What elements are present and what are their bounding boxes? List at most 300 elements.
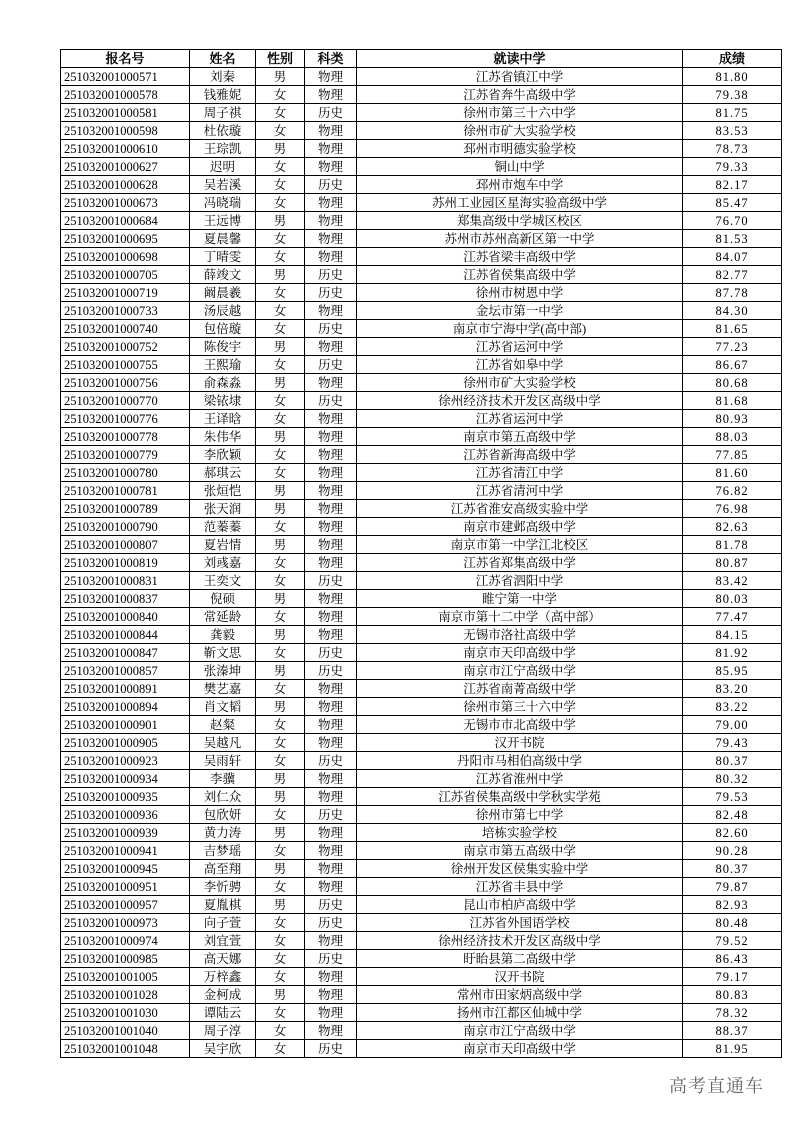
cell-subject: 物理 [305,536,357,554]
cell-gender: 女 [256,284,305,302]
cell-subject: 历史 [305,104,357,122]
table-row [61,824,782,842]
cell-gender: 男 [256,662,305,680]
cell-subject: 物理 [305,878,357,896]
cell-name: 靳文思 [190,644,256,662]
cell-gender: 男 [256,626,305,644]
cell-score: 82.93 [683,896,782,914]
table-row [61,194,782,212]
cell-gender: 女 [256,194,305,212]
table-row [61,950,782,968]
cell-name: 王奕文 [190,572,256,590]
table-row [61,932,782,950]
cell-name: 包欣妍 [190,806,256,824]
table-row [61,788,782,806]
cell-gender: 男 [256,482,305,500]
cell-name: 黄力涛 [190,824,256,842]
cell-registration-number: 251032001000973 [61,914,190,932]
cell-name: 张烜恺 [190,482,256,500]
table-row [61,536,782,554]
cell-gender: 男 [256,770,305,788]
header-gender: 性别 [256,50,305,68]
cell-school: 江苏省郑集高级中学 [357,554,683,572]
cell-score: 80.37 [683,752,782,770]
table-row [61,968,782,986]
cell-gender: 女 [256,554,305,572]
table-row [61,644,782,662]
cell-name: 吴宇欣 [190,1040,256,1058]
table-row [61,842,782,860]
cell-score: 81.75 [683,104,782,122]
cell-gender: 男 [256,986,305,1004]
cell-registration-number: 251032001000779 [61,446,190,464]
cell-score: 82.17 [683,176,782,194]
cell-gender: 女 [256,914,305,932]
header-score: 成绩 [683,50,782,68]
cell-name: 周子淳 [190,1022,256,1040]
cell-registration-number: 251032001000684 [61,212,190,230]
cell-name: 倪硕 [190,590,256,608]
cell-score: 78.73 [683,140,782,158]
cell-name: 钱雅妮 [190,86,256,104]
cell-registration-number: 251032001000790 [61,518,190,536]
cell-school: 南京市第五高级中学 [357,428,683,446]
table-row [61,356,782,374]
table-row [61,284,782,302]
header-name: 姓名 [190,50,256,68]
cell-subject: 物理 [305,1022,357,1040]
watermark-text: 高考直通车 [669,1076,764,1096]
cell-gender: 女 [256,176,305,194]
cell-subject: 物理 [305,554,357,572]
cell-school: 江苏省泗阳中学 [357,572,683,590]
cell-registration-number: 251032001000789 [61,500,190,518]
cell-name: 万梓鑫 [190,968,256,986]
cell-score: 85.95 [683,662,782,680]
table-row [61,302,782,320]
cell-name: 刘宜萱 [190,932,256,950]
table-row [61,410,782,428]
table-row [61,662,782,680]
cell-score: 85.47 [683,194,782,212]
cell-school: 郑集高级中学城区校区 [357,212,683,230]
cell-subject: 物理 [305,734,357,752]
cell-gender: 男 [256,824,305,842]
cell-gender: 女 [256,680,305,698]
cell-subject: 历史 [305,572,357,590]
cell-name: 刘秦 [190,68,256,86]
cell-name: 丁晴雯 [190,248,256,266]
cell-score: 80.48 [683,914,782,932]
cell-school: 徐州开发区侯集实验中学 [357,860,683,878]
cell-school: 徐州经济技术开发区高级中学 [357,932,683,950]
cell-registration-number: 251032001000945 [61,860,190,878]
cell-name: 俞森淼 [190,374,256,392]
cell-school: 江苏省丰县中学 [357,878,683,896]
cell-school: 丹阳市马相伯高级中学 [357,752,683,770]
cell-name: 范蓁蓁 [190,518,256,536]
cell-school: 江苏省淮安高级实验中学 [357,500,683,518]
cell-registration-number: 251032001000776 [61,410,190,428]
cell-school: 南京市第一中学江北校区 [357,536,683,554]
cell-registration-number: 251032001000974 [61,932,190,950]
cell-registration-number: 251032001000770 [61,392,190,410]
cell-subject: 历史 [305,806,357,824]
cell-registration-number: 251032001000844 [61,626,190,644]
cell-registration-number: 251032001000936 [61,806,190,824]
cell-gender: 女 [256,446,305,464]
cell-name: 王熙瑜 [190,356,256,374]
table-row [61,590,782,608]
cell-gender: 女 [256,104,305,122]
table-row [61,374,782,392]
cell-name: 夏岩情 [190,536,256,554]
cell-score: 84.15 [683,626,782,644]
cell-registration-number: 251032001000695 [61,230,190,248]
table-row [61,464,782,482]
cell-school: 睢宁第一中学 [357,590,683,608]
table-row [61,554,782,572]
cell-registration-number: 251032001000719 [61,284,190,302]
cell-score: 81.60 [683,464,782,482]
cell-name: 高至翔 [190,860,256,878]
cell-name: 樊艺嘉 [190,680,256,698]
cell-name: 吴雨轩 [190,752,256,770]
cell-school: 徐州市第三十六中学 [357,698,683,716]
cell-score: 84.07 [683,248,782,266]
cell-school: 江苏省侯集高级中学秋实学苑 [357,788,683,806]
cell-subject: 物理 [305,680,357,698]
cell-score: 80.83 [683,986,782,1004]
cell-subject: 物理 [305,788,357,806]
cell-gender: 女 [256,968,305,986]
cell-name: 王译晗 [190,410,256,428]
cell-school: 江苏省南菁高级中学 [357,680,683,698]
cell-score: 77.47 [683,608,782,626]
cell-name: 包倍璇 [190,320,256,338]
table-row [61,1022,782,1040]
cell-gender: 女 [256,734,305,752]
cell-score: 79.33 [683,158,782,176]
cell-name: 夏晨馨 [190,230,256,248]
table-row [61,230,782,248]
cell-score: 82.48 [683,806,782,824]
cell-school: 南京市第五高级中学 [357,842,683,860]
header-registration-number: 报名号 [61,50,190,68]
cell-subject: 历史 [305,176,357,194]
cell-name: 高天娜 [190,950,256,968]
cell-subject: 物理 [305,770,357,788]
cell-subject: 物理 [305,68,357,86]
cell-name: 王琮凯 [190,140,256,158]
cell-registration-number: 251032001000941 [61,842,190,860]
cell-subject: 历史 [305,896,357,914]
cell-school: 徐州市第七中学 [357,806,683,824]
cell-registration-number: 251032001000571 [61,68,190,86]
table-row [61,734,782,752]
table-row [61,428,782,446]
cell-school: 徐州市第三十六中学 [357,104,683,122]
cell-score: 81.68 [683,392,782,410]
cell-gender: 女 [256,230,305,248]
cell-subject: 物理 [305,86,357,104]
table-row [61,482,782,500]
cell-school: 无锡市市北高级中学 [357,716,683,734]
cell-school: 徐州市矿大实验学校 [357,374,683,392]
cell-name: 金柯成 [190,986,256,1004]
cell-school: 苏州市苏州高新区第一中学 [357,230,683,248]
cell-registration-number: 251032001001040 [61,1022,190,1040]
cell-registration-number: 251032001000740 [61,320,190,338]
cell-name: 刘彧嘉 [190,554,256,572]
cell-gender: 女 [256,86,305,104]
cell-name: 赵粲 [190,716,256,734]
table-row [61,338,782,356]
cell-gender: 女 [256,806,305,824]
cell-registration-number: 251032001000891 [61,680,190,698]
cell-registration-number: 251032001001028 [61,986,190,1004]
cell-score: 80.37 [683,860,782,878]
cell-score: 81.65 [683,320,782,338]
cell-score: 79.53 [683,788,782,806]
cell-name: 迟明 [190,158,256,176]
cell-subject: 物理 [305,338,357,356]
cell-subject: 历史 [305,752,357,770]
cell-registration-number: 251032001000831 [61,572,190,590]
cell-school: 江苏省清河中学 [357,482,683,500]
cell-school: 南京市天印高级中学 [357,1040,683,1058]
cell-school: 南京市天印高级中学 [357,644,683,662]
cell-gender: 女 [256,392,305,410]
cell-name: 王远博 [190,212,256,230]
cell-school: 江苏省梁丰高级中学 [357,248,683,266]
cell-score: 81.80 [683,68,782,86]
cell-gender: 女 [256,1022,305,1040]
cell-school: 江苏省运河中学 [357,410,683,428]
cell-score: 87.78 [683,284,782,302]
cell-subject: 物理 [305,212,357,230]
cell-school: 扬州市江都区仙城中学 [357,1004,683,1022]
cell-registration-number: 251032001000756 [61,374,190,392]
cell-school: 江苏省如皋中学 [357,356,683,374]
cell-registration-number: 251032001000705 [61,266,190,284]
cell-registration-number: 251032001000935 [61,788,190,806]
cell-score: 82.63 [683,518,782,536]
table-row [61,446,782,464]
cell-school: 常州市田家炳高级中学 [357,986,683,1004]
cell-gender: 男 [256,212,305,230]
cell-registration-number: 251032001000610 [61,140,190,158]
cell-score: 80.87 [683,554,782,572]
cell-name: 向子萱 [190,914,256,932]
table-row [61,86,782,104]
table-row [61,770,782,788]
cell-subject: 物理 [305,932,357,950]
cell-gender: 男 [256,860,305,878]
cell-gender: 女 [256,644,305,662]
cell-score: 78.32 [683,1004,782,1022]
cell-registration-number: 251032001000780 [61,464,190,482]
cell-subject: 物理 [305,860,357,878]
cell-registration-number: 251032001000894 [61,698,190,716]
table-row [61,626,782,644]
table-row [61,158,782,176]
cell-school: 昆山市柏庐高级中学 [357,896,683,914]
cell-registration-number: 251032001000733 [61,302,190,320]
cell-registration-number: 251032001000698 [61,248,190,266]
cell-subject: 历史 [305,950,357,968]
cell-registration-number: 251032001000628 [61,176,190,194]
table-row [61,68,782,86]
cell-gender: 女 [256,572,305,590]
table-row [61,500,782,518]
cell-registration-number: 251032001001005 [61,968,190,986]
cell-school: 江苏省清江中学 [357,464,683,482]
cell-school: 徐州市树恩中学 [357,284,683,302]
cell-name: 龚毅 [190,626,256,644]
cell-gender: 男 [256,338,305,356]
cell-subject: 物理 [305,986,357,1004]
cell-subject: 物理 [305,698,357,716]
cell-score: 81.53 [683,230,782,248]
cell-name: 陈俊宇 [190,338,256,356]
cell-subject: 物理 [305,122,357,140]
cell-score: 88.37 [683,1022,782,1040]
header-school: 就读中学 [357,50,683,68]
cell-gender: 男 [256,896,305,914]
cell-name: 阚晨羲 [190,284,256,302]
cell-score: 81.95 [683,1040,782,1058]
cell-subject: 物理 [305,1004,357,1022]
cell-subject: 物理 [305,968,357,986]
cell-registration-number: 251032001000857 [61,662,190,680]
cell-gender: 女 [256,158,305,176]
cell-score: 88.03 [683,428,782,446]
cell-subject: 物理 [305,158,357,176]
cell-gender: 男 [256,500,305,518]
cell-gender: 女 [256,878,305,896]
cell-school: 江苏省外国语学校 [357,914,683,932]
cell-school: 南京市建邺高级中学 [357,518,683,536]
cell-subject: 物理 [305,446,357,464]
table-row [61,266,782,284]
cell-gender: 女 [256,464,305,482]
cell-gender: 女 [256,410,305,428]
cell-registration-number: 251032001001030 [61,1004,190,1022]
cell-score: 81.92 [683,644,782,662]
table-row [61,716,782,734]
cell-gender: 男 [256,788,305,806]
cell-subject: 物理 [305,482,357,500]
cell-name: 夏胤棋 [190,896,256,914]
table-body [61,68,782,1058]
cell-school: 江苏省运河中学 [357,338,683,356]
cell-school: 铜山中学 [357,158,683,176]
cell-subject: 物理 [305,626,357,644]
cell-gender: 女 [256,1004,305,1022]
cell-subject: 历史 [305,644,357,662]
cell-school: 邳州市明德实验学校 [357,140,683,158]
cell-name: 刘仁众 [190,788,256,806]
cell-registration-number: 251032001000837 [61,590,190,608]
table-header-row [61,50,782,68]
table-row [61,140,782,158]
cell-school: 苏州工业园区星海实验高级中学 [357,194,683,212]
cell-subject: 物理 [305,608,357,626]
cell-score: 79.52 [683,932,782,950]
cell-registration-number: 251032001000847 [61,644,190,662]
cell-score: 79.38 [683,86,782,104]
cell-subject: 历史 [305,266,357,284]
cell-registration-number: 251032001000905 [61,734,190,752]
cell-registration-number: 251032001001048 [61,1040,190,1058]
table-row [61,806,782,824]
cell-gender: 男 [256,140,305,158]
cell-score: 80.03 [683,590,782,608]
cell-name: 肖文韬 [190,698,256,716]
cell-subject: 历史 [305,1040,357,1058]
cell-gender: 女 [256,752,305,770]
cell-subject: 物理 [305,374,357,392]
cell-gender: 女 [256,932,305,950]
table-row [61,392,782,410]
cell-gender: 男 [256,374,305,392]
cell-registration-number: 251032001000807 [61,536,190,554]
table-row [61,104,782,122]
cell-subject: 历史 [305,914,357,932]
table-row [61,176,782,194]
cell-name: 朱伟华 [190,428,256,446]
cell-school: 金坛市第一中学 [357,302,683,320]
cell-gender: 女 [256,950,305,968]
cell-registration-number: 251032001000819 [61,554,190,572]
cell-school: 江苏省侯集高级中学 [357,266,683,284]
cell-name: 张天润 [190,500,256,518]
cell-school: 汉开书院 [357,734,683,752]
table-row [61,986,782,1004]
cell-registration-number: 251032001000923 [61,752,190,770]
cell-name: 郝琪云 [190,464,256,482]
cell-school: 江苏省镇江中学 [357,68,683,86]
cell-subject: 物理 [305,410,357,428]
cell-gender: 女 [256,1040,305,1058]
table-row [61,608,782,626]
cell-name: 薛竣文 [190,266,256,284]
cell-gender: 女 [256,122,305,140]
cell-score: 81.78 [683,536,782,554]
cell-name: 常延龄 [190,608,256,626]
cell-name: 吴若溪 [190,176,256,194]
cell-registration-number: 251032001000951 [61,878,190,896]
cell-score: 76.98 [683,500,782,518]
cell-subject: 物理 [305,140,357,158]
table-row [61,680,782,698]
cell-name: 周子祺 [190,104,256,122]
cell-name: 汤辰越 [190,302,256,320]
cell-registration-number: 251032001000985 [61,950,190,968]
cell-gender: 男 [256,590,305,608]
cell-score: 77.85 [683,446,782,464]
cell-score: 79.17 [683,968,782,986]
cell-school: 江苏省奔牛高级中学 [357,86,683,104]
cell-subject: 物理 [305,518,357,536]
cell-score: 83.42 [683,572,782,590]
cell-score: 82.77 [683,266,782,284]
cell-score: 83.53 [683,122,782,140]
table-row [61,752,782,770]
table-row [61,860,782,878]
cell-gender: 女 [256,356,305,374]
